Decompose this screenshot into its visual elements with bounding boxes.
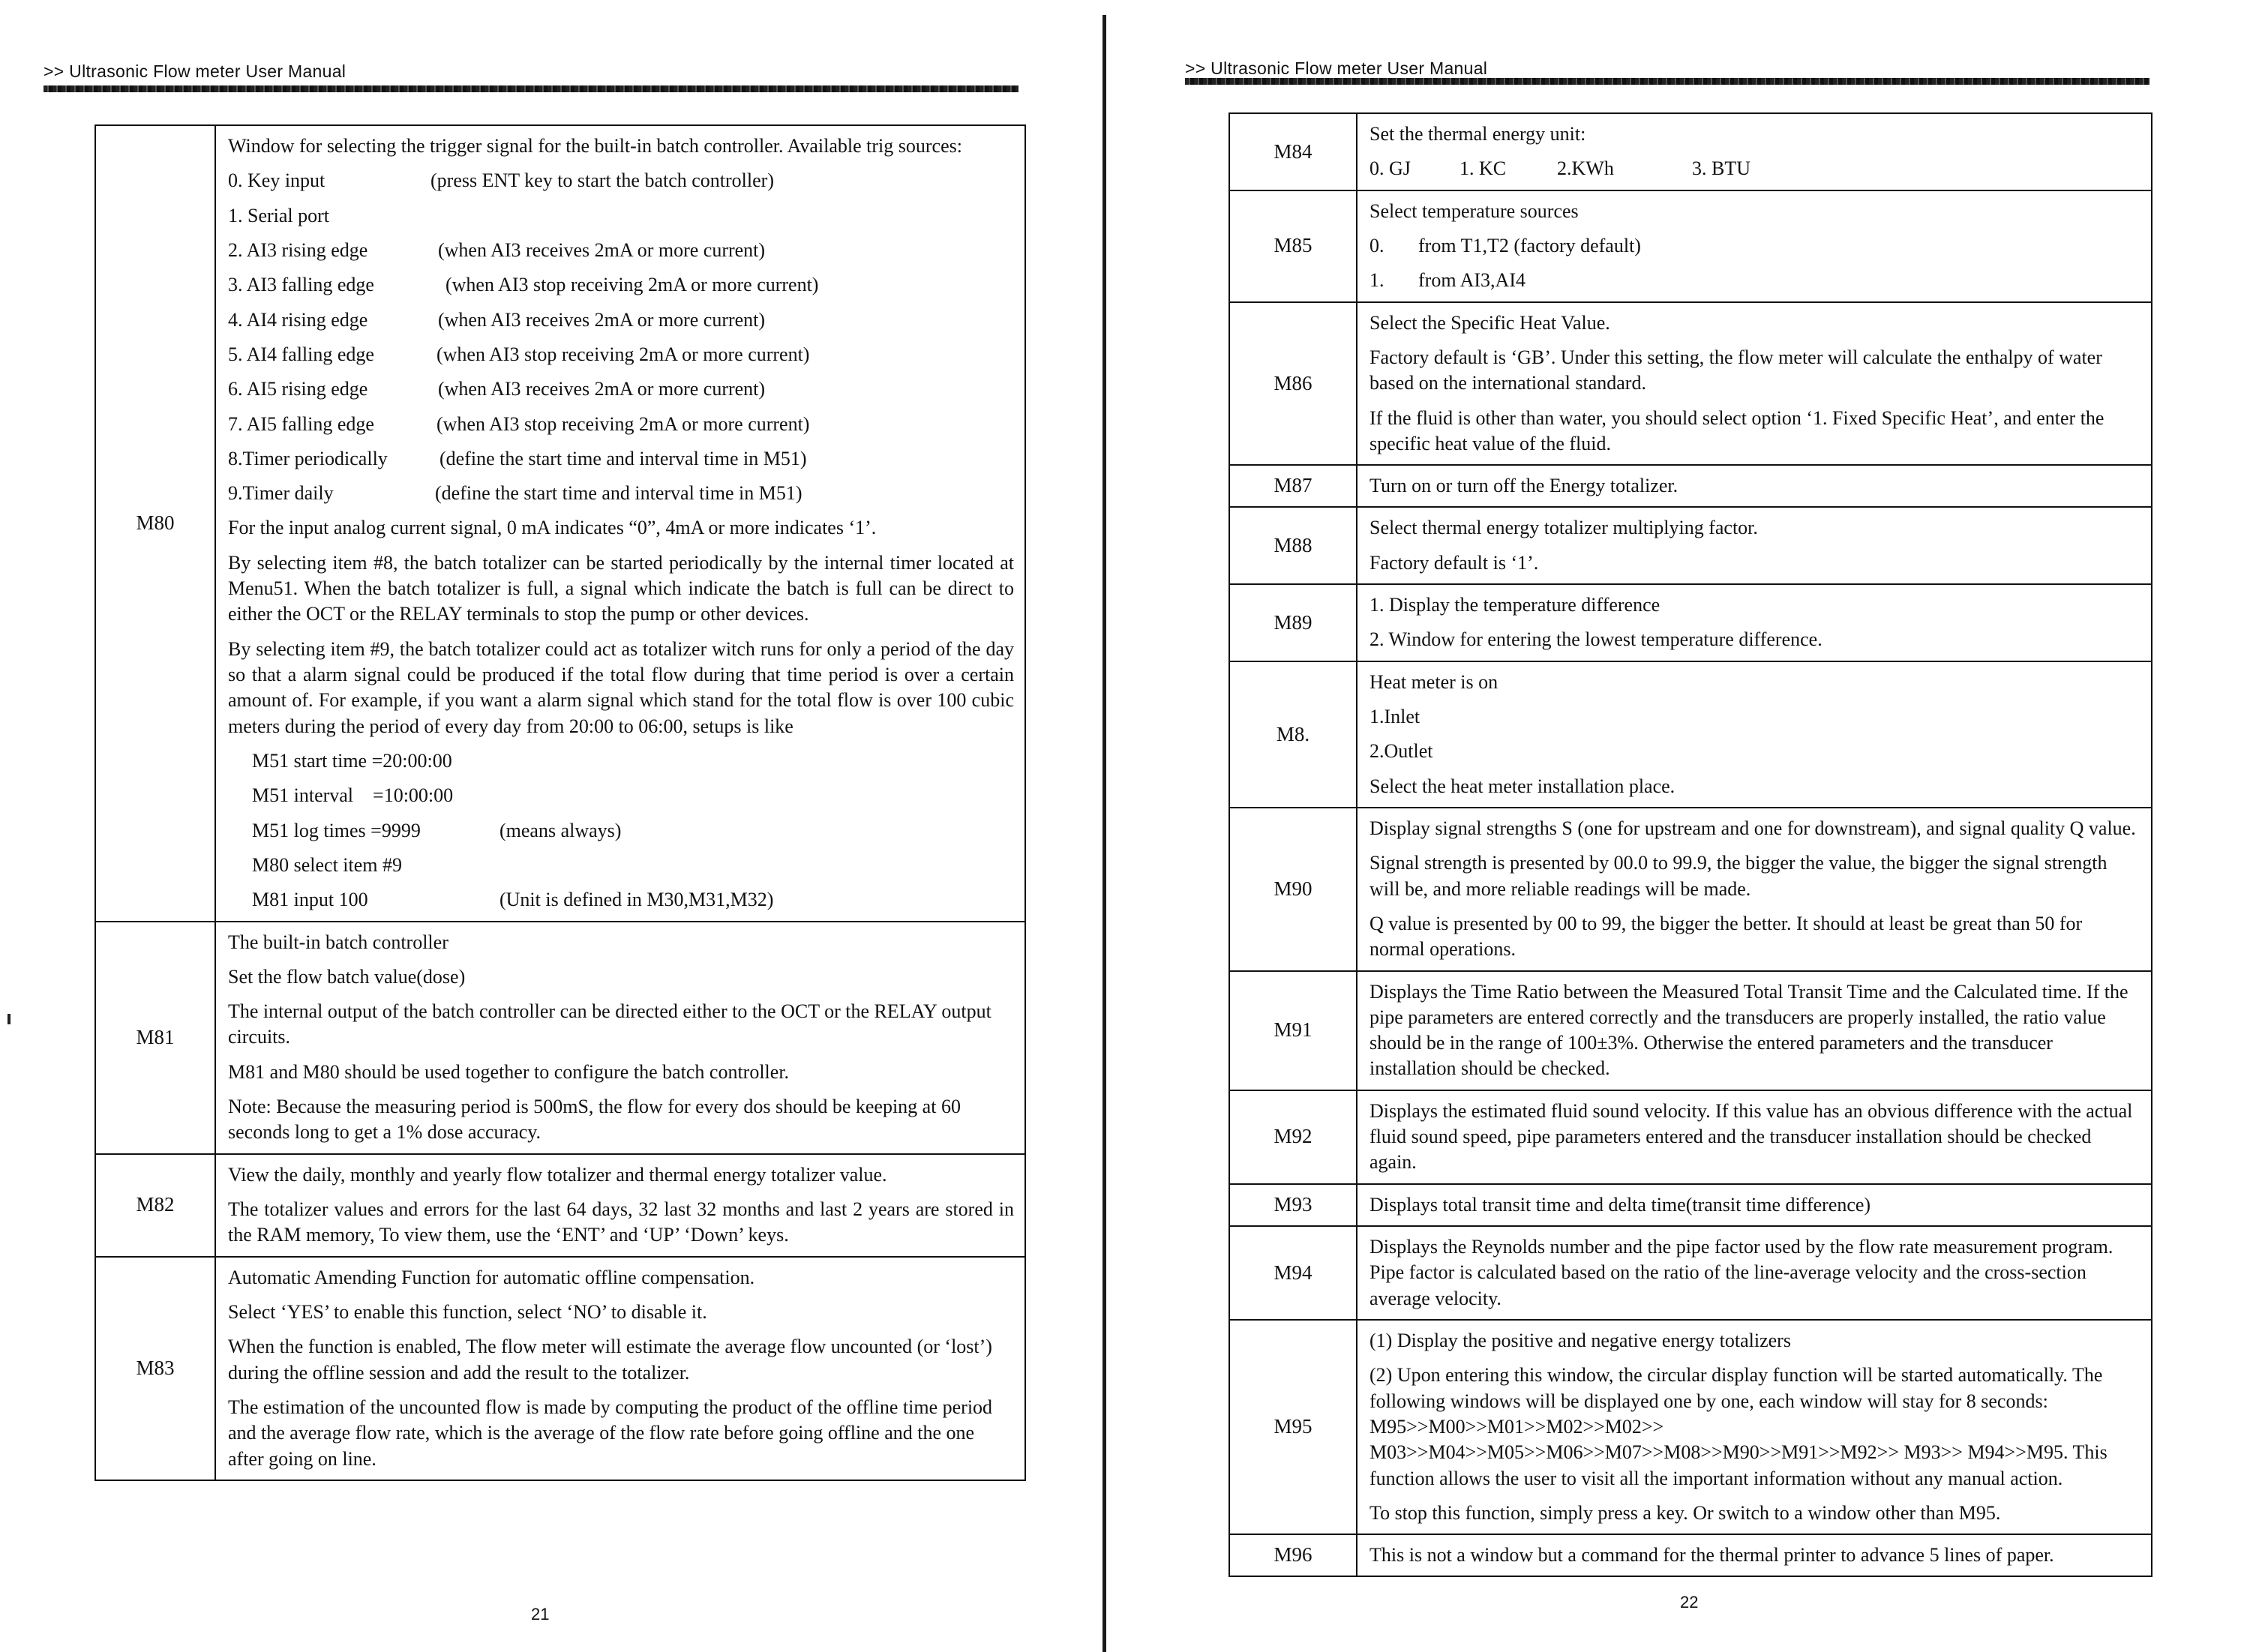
m80-option: 4. AI4 rising edge (when AI3 receives 2mA or more current) [228, 308, 766, 331]
row-code: M8. [1229, 661, 1357, 808]
row-line: Turn on or turn off the Energy totalizer. [1370, 475, 1678, 497]
table-row-m81 [95, 922, 1025, 1154]
m80-option: 5. AI4 falling edge (when AI3 stop receiving 2mA or more current) [228, 343, 810, 365]
row-line: Note: Because the measuring period is 500mS, the flow for every dos should be keeping at 60 seconds long to get a 1% dose accuracy. [228, 1096, 961, 1144]
row-line: The totalizer values and errors for the last 64 days, 32 last 32 months and last 2 years are stored in the RAM memory, To view them, use the ‘ENT’ and ‘UP’ ‘Down’ keys. [228, 1198, 1014, 1246]
row-line: Set the thermal energy unit: [1370, 123, 1586, 145]
table-row-m82 [95, 1154, 1025, 1257]
row-description [215, 1154, 1025, 1257]
row-description [1357, 507, 2152, 584]
table-row-m96 [1229, 1534, 2152, 1576]
row-line: If the fluid is other than water, you should select option ‘1. Fixed Specific Heat’, and enter the specific heat value of the fluid. [1370, 406, 2104, 454]
row-description [1357, 584, 2152, 661]
table-row-m95 [1229, 1320, 2152, 1534]
row-description [1357, 971, 2152, 1090]
row-line: Select ‘YES’ to enable this function, select ‘NO’ to disable it. [228, 1300, 707, 1323]
row-line: Factory default is ‘1’. [1370, 551, 1539, 574]
row-description [1357, 1090, 2152, 1184]
table-row-m87 [1229, 465, 2152, 507]
row-line: 1. from AI3,AI4 [1370, 269, 1526, 292]
page-number: 21 [531, 1605, 550, 1624]
row-description [1357, 1226, 2152, 1320]
m80-paragraph: By selecting item #9, the batch totalizer could act as totalizer witch runs for only a period of the day so that a alarm signal could be produced if the total flow during that time period is over a certain amount of. For example, if you want a alarm signal which stand for the total flow is over 100 cubic meters during the period of every day from 20:00 to 06:00, setups is like [228, 637, 1014, 737]
row-line: Factory default is ‘GB’. Under this setting, the flow meter will calculate the enthalpy of water based on the international standard. [1370, 346, 2102, 394]
row-line: View the daily, monthly and yearly flow totalizer and thermal energy totalizer value. [228, 1163, 887, 1186]
m80-option: 9.Timer daily (define the start time and interval time in M51) [228, 482, 802, 505]
row-line: (2) Upon entering this window, the circular display function will be started automatically. The following windows will be displayed one by one, each window will stay for 8 seconds: M95>>M00>>M01>>M02>>M02>> M03>>M04>>M05>>M06>>M07>>M08>>M90>>M91>>M92>> M93>> M94>>M95. This function allows the user to visit all the important information without any manual action. [1370, 1364, 2108, 1489]
row-code: M91 [1229, 971, 1357, 1090]
page-spine [1102, 15, 1106, 1652]
m80-option: 0. Key input (press ENT key to start the batch controller) [228, 169, 774, 192]
row-description [1357, 113, 2152, 190]
table-row-m86 [1229, 302, 2152, 466]
row-description [1357, 1534, 2152, 1576]
table-row-m8dot [1229, 661, 2152, 808]
row-code: M82 [95, 1154, 215, 1257]
row-code: M94 [1229, 1226, 1357, 1320]
row-code: M93 [1229, 1184, 1357, 1226]
row-line: To stop this function, simply press a key. Or switch to a window other than M95. [1370, 1501, 2001, 1524]
row-description [1357, 190, 2152, 302]
row-line: Automatic Amending Function for automatic offline compensation. [228, 1266, 755, 1288]
row-code: M86 [1229, 302, 1357, 466]
row-description [215, 1257, 1025, 1480]
table-row-m88 [1229, 507, 2152, 584]
m80-setup-line: M51 start time =20:00:00 [252, 749, 452, 772]
row-description [1357, 302, 2152, 466]
row-line: 2. Window for entering the lowest temperature difference. [1370, 628, 1822, 651]
row-line: Displays total transit time and delta time(transit time difference) [1370, 1193, 1871, 1216]
page-number: 22 [1680, 1593, 1699, 1612]
row-line: 1.Inlet [1370, 706, 1420, 727]
row-code: M96 [1229, 1534, 1357, 1576]
row-line: M81 and M80 should be used together to configure the batch controller. [228, 1060, 790, 1083]
row-line: Display signal strengths S (one for upstream and one for downstream), and signal quality Q value. [1370, 817, 2136, 839]
m80-option: 3. AI3 falling edge (when AI3 stop receiving 2mA or more current) [228, 274, 819, 296]
energy-unit-options: 0. GJ 1. KC 2.KWh 3. BTU [1370, 157, 1750, 180]
row-line: Select the Specific Heat Value. [1370, 311, 1610, 334]
row-line: Select thermal energy totalizer multiplying factor. [1370, 517, 1758, 539]
m80-setup-line: M81 input 100 (Unit is defined in M30,M31,M32) [252, 889, 774, 911]
row-code: M83 [95, 1257, 215, 1480]
row-code: M85 [1229, 190, 1357, 302]
row-description [1357, 465, 2152, 507]
m80-intro: Window for selecting the trigger signal for the built-in batch controller. Available trig sources: [228, 135, 962, 157]
m80-paragraph: For the input analog current signal, 0 mA indicates “0”, 4mA or more indicates ‘1’. [228, 517, 877, 539]
right-parameter-table [1228, 112, 2152, 1577]
row-line: Signal strength is presented by 00.0 to 99.9, the bigger the value, the bigger the signal strength will be, and more reliable readings will be made. [1370, 852, 2108, 900]
row-line: Displays the Reynolds number and the pipe factor used by the flow rate measurement program. Pipe factor is calculated based on the ratio of the line-average velocity and the cross-section average velocity. [1370, 1236, 2114, 1309]
row-description [215, 922, 1025, 1154]
row-description [215, 125, 1025, 922]
right-page [1118, 0, 2247, 1652]
m80-option: 7. AI5 falling edge (when AI3 stop receiving 2mA or more current) [228, 412, 810, 435]
row-line: The internal output of the batch controller can be directed either to the OCT or the RELAY output circuits. [228, 1000, 992, 1048]
table-row-m91 [1229, 971, 2152, 1090]
row-description [1357, 661, 2152, 808]
left-page [0, 0, 1102, 1652]
row-line: 2.Outlet [1370, 740, 1433, 763]
table-row-m85 [1229, 190, 2152, 302]
row-line: Heat meter is on [1370, 670, 1498, 693]
row-code: M92 [1229, 1090, 1357, 1184]
row-code: M84 [1229, 113, 1357, 190]
m80-setup-line: M51 log times =9999 (means always) [252, 819, 622, 841]
row-line: Q value is presented by 00 to 99, the bigger the better. It should at least be great than 50 for normal operations. [1370, 912, 2083, 961]
row-line: 0. from T1,T2 (factory default) [1370, 234, 1641, 256]
left-page-header: >> Ultrasonic Flow meter User Manual [44, 61, 346, 81]
right-header-rule [1185, 78, 2150, 85]
row-code: M90 [1229, 808, 1357, 971]
left-header-rule [44, 85, 1018, 92]
row-line: The built-in batch controller [228, 931, 448, 953]
row-code: M87 [1229, 465, 1357, 507]
table-row-m92 [1229, 1090, 2152, 1184]
row-line: Select temperature sources [1370, 199, 1579, 222]
table-row-m90 [1229, 808, 2152, 971]
row-code: M88 [1229, 507, 1357, 584]
m80-paragraph: By selecting item #8, the batch totalizer can be started periodically by the internal timer located at Menu51. When the batch totalizer is full, a signal which indicate the batch is full can be direct to either the OCT or the RELAY terminals to stop the pump or other devices. [228, 551, 1014, 625]
row-line: Set the flow batch value(dose) [228, 965, 466, 988]
m80-option: 8.Timer periodically (define the start time and interval time in M51) [228, 447, 807, 469]
table-row-m84 [1229, 113, 2152, 190]
row-line: 1. Display the temperature difference [1370, 594, 1660, 616]
row-description [1357, 1184, 2152, 1226]
row-code: M80 [95, 125, 215, 922]
m80-option: 1. Serial port [228, 204, 330, 226]
m80-setup-line: M51 interval =10:00:00 [252, 784, 454, 807]
row-code: M81 [95, 922, 215, 1154]
table-row-m80 [95, 125, 1025, 922]
row-line: Select the heat meter installation place. [1370, 775, 1676, 797]
m80-option: 6. AI5 rising edge (when AI3 receives 2mA or more current) [228, 378, 766, 400]
row-line: When the function is enabled, The flow meter will estimate the average flow uncounted (or ‘lost’) during the offline session and add the result to the totalizer. [228, 1336, 992, 1384]
row-line: The estimation of the uncounted flow is made by computing the product of the offline time period and the average flow rate, which is the average of the flow rate before going offline and the one after going on line. [228, 1396, 993, 1470]
row-line: Displays the estimated fluid sound velocity. If this value has an obvious difference with the actual fluid sound speed, pipe parameters entered and the transducer installation should be checked again. [1370, 1099, 2133, 1174]
scan-mark [8, 1014, 10, 1024]
row-description [1357, 808, 2152, 971]
table-row-m94 [1229, 1226, 2152, 1320]
table-row-m89 [1229, 584, 2152, 661]
left-parameter-table [94, 124, 1026, 1481]
right-page-header: >> Ultrasonic Flow meter User Manual [1185, 58, 1488, 78]
row-line: This is not a window but a command for the thermal printer to advance 5 lines of paper. [1370, 1544, 2054, 1567]
m80-option: 2. AI3 rising edge (when AI3 receives 2mA or more current) [228, 238, 766, 261]
row-code: M89 [1229, 584, 1357, 661]
row-code: M95 [1229, 1320, 1357, 1534]
table-row-m93 [1229, 1184, 2152, 1226]
m80-setup-line: M80 select item #9 [252, 853, 403, 876]
row-line: (1) Display the positive and negative energy totalizers [1370, 1329, 1791, 1351]
row-description [1357, 1320, 2152, 1534]
row-line: Displays the Time Ratio between the Measured Total Transit Time and the Calculated time. If the pipe parameters are entered correctly and the transducers are properly installed, the ratio value should be in the range of 100±3%. Otherwise the entered parameters and the transducer installation should be checked. [1370, 980, 2128, 1080]
table-row-m83 [95, 1257, 1025, 1480]
